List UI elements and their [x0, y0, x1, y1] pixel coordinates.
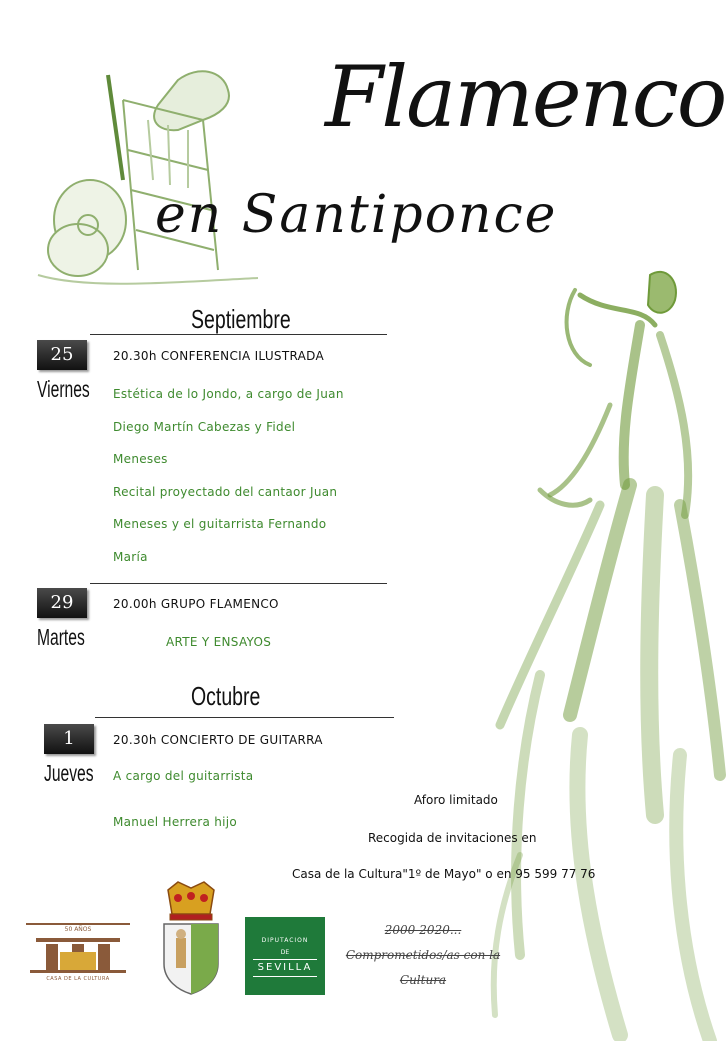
logo-text: SEVILLA: [257, 962, 313, 973]
casa-cultura-logo: [26, 922, 130, 988]
slogan-line: 2000-2020...: [384, 923, 462, 937]
event-heading: 20.30h CONFERENCIA ILUSTRADA: [113, 349, 324, 363]
weekday-label: Martes: [37, 624, 85, 650]
weekday-label: Viernes: [37, 376, 90, 402]
divider: [90, 334, 387, 335]
weekday-label: Jueves: [44, 760, 94, 786]
event-description-line: Estética de lo Jondo, a cargo de Juan: [113, 387, 344, 401]
logo-text: 50 AÑOS: [64, 926, 92, 933]
event-heading: 20.30h CONCIERTO DE GUITARRA: [113, 733, 323, 747]
flamenco-dancer-sketch-icon: [480, 255, 728, 1041]
poster-subtitle: en Santiponce: [155, 185, 558, 245]
diputacion-sevilla-logo: [245, 917, 325, 995]
day-badge: 29: [37, 588, 87, 618]
event-description-line: ARTE Y ENSAYOS: [166, 635, 272, 649]
event-description-line: Recital proyectado del cantaor Juan: [113, 485, 338, 499]
poster-title: Flamenco: [325, 48, 726, 146]
divider: [90, 583, 387, 584]
month-heading-octubre: Octubre: [191, 681, 261, 711]
event-description-line: María: [113, 550, 148, 564]
slogan-line: Cultura: [399, 973, 447, 987]
event-description-line: A cargo del guitarrista: [113, 769, 254, 783]
event-description-line: Manuel Herrera hijo: [113, 815, 238, 829]
divider: [95, 717, 394, 718]
logo-text: DIPUTACION: [261, 937, 309, 944]
event-heading: 20.00h GRUPO FLAMENCO: [113, 597, 279, 611]
invitation-note: Recogida de invitaciones en: [368, 831, 537, 845]
logo-text: CASA DE LA CULTURA: [46, 976, 110, 982]
slogan-line: Comprometidos/as con la: [345, 948, 501, 962]
coat-of-arms-icon: [160, 880, 222, 996]
venue-contact: Casa de la Cultura"1º de Mayo" o en 95 599 77 76: [292, 867, 596, 881]
month-heading-septiembre: Septiembre: [191, 304, 291, 334]
day-badge: 25: [37, 340, 87, 370]
day-badge: 1: [44, 724, 94, 754]
event-description-line: Meneses: [113, 452, 168, 466]
event-description-line: Diego Martín Cabezas y Fidel: [113, 420, 296, 434]
guitar-chair-sketch-icon: [28, 60, 263, 290]
capacity-note: Aforo limitado: [414, 793, 498, 807]
logo-text: DE: [280, 949, 290, 956]
event-description-line: Meneses y el guitarrista Fernando: [113, 517, 327, 531]
slogan: [333, 918, 513, 993]
